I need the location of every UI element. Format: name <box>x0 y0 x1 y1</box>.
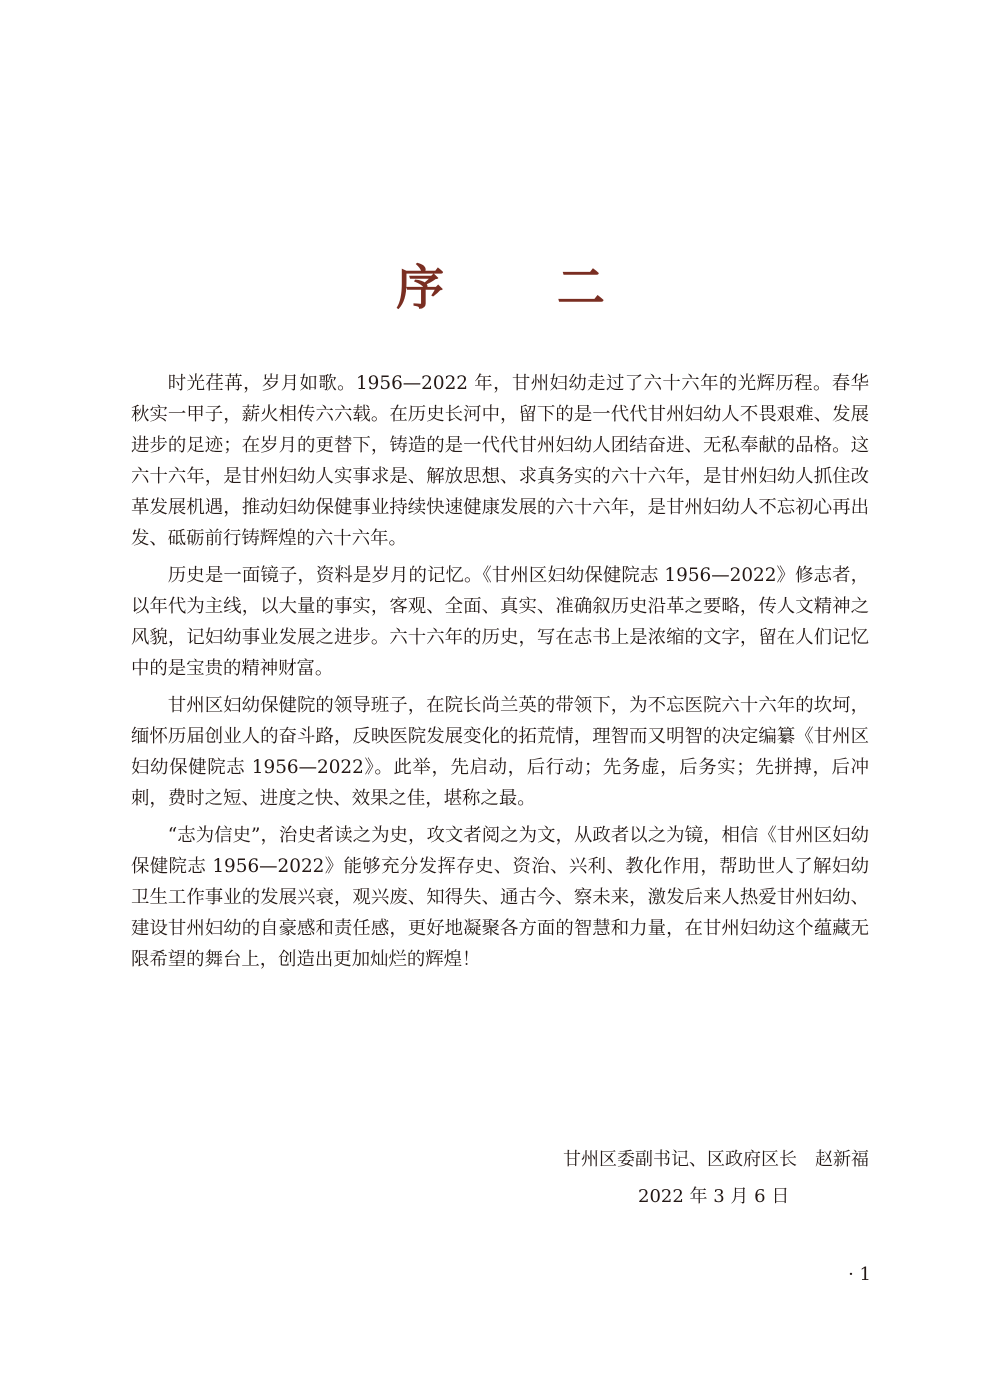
paragraph-3: 甘州区妇幼保健院的领导班子，在院长尚兰英的带领下，为不忘医院六十六年的坎坷，缅怀历届创业人的奋斗路，反映医院发展变化的拓荒情，理智而又明智的决定编纂《甘州区妇幼保健院志 1956—2022》。此举，先启动，后行动；先务虚，后务实；先拼搏，后冲刺，费时之短、进度之快、效果之佳，堪称之最。 <box>131 695 869 809</box>
page-title: 序 二 <box>396 260 653 316</box>
page-number: · 1 <box>848 1264 871 1285</box>
preface-body <box>131 368 869 981</box>
paragraph-4: “志为信史”，治史者读之为史，攻文者阅之为文，从政者以之为镜，相信《甘州区妇幼保健院志 1956—2022》能够充分发挥存史、资治、兴利、教化作用，帮助世人了解妇幼卫生工作事业的发展兴衰，观兴废、知得失、通古今、察未来，激发后来人热爱甘州妇幼、建设甘州妇幼的自豪感和责任感，更好地凝聚各方面的智慧和力量，在甘州妇幼这个蕴藏无限希望的舞台上，创造出更加灿烂的辉煌！ <box>131 825 869 970</box>
signature-date: 2022 年 3 月 6 日 <box>638 1186 790 1207</box>
paragraph-2: 历史是一面镜子，资料是岁月的记忆。《甘州区妇幼保健院志 1956—2022》修志者，以年代为主线，以大量的事实，客观、全面、真实、准确叙历史沿革之要略，传人文精神之风貌，记妇幼事业发展之进步。六十六年的历史，写在志书上是浓缩的文字，留在人们记忆中的是宝贵的精神财富。 <box>131 565 869 679</box>
paragraph-1: 时光荏苒，岁月如歌。1956—2022 年，甘州妇幼走过了六十六年的光辉历程。春华秋实一甲子，薪火相传六六载。在历史长河中，留下的是一代代甘州妇幼人不畏艰难、发展进步的足迹；在岁月的更替下，铸造的是一代代甘州妇幼人团结奋进、无私奉献的品格。这六十六年，是甘州妇幼人实事求是、解放思想、求真务实的六十六年，是甘州妇幼人抓住改革发展机遇，推动妇幼保健事业持续快速健康发展的六十六年，是甘州妇幼人不忘初心再出发、砥砺前行铸辉煌的六十六年。 <box>131 373 869 549</box>
author-signature: 甘州区委副书记、区政府区长 赵新福 <box>563 1149 869 1170</box>
